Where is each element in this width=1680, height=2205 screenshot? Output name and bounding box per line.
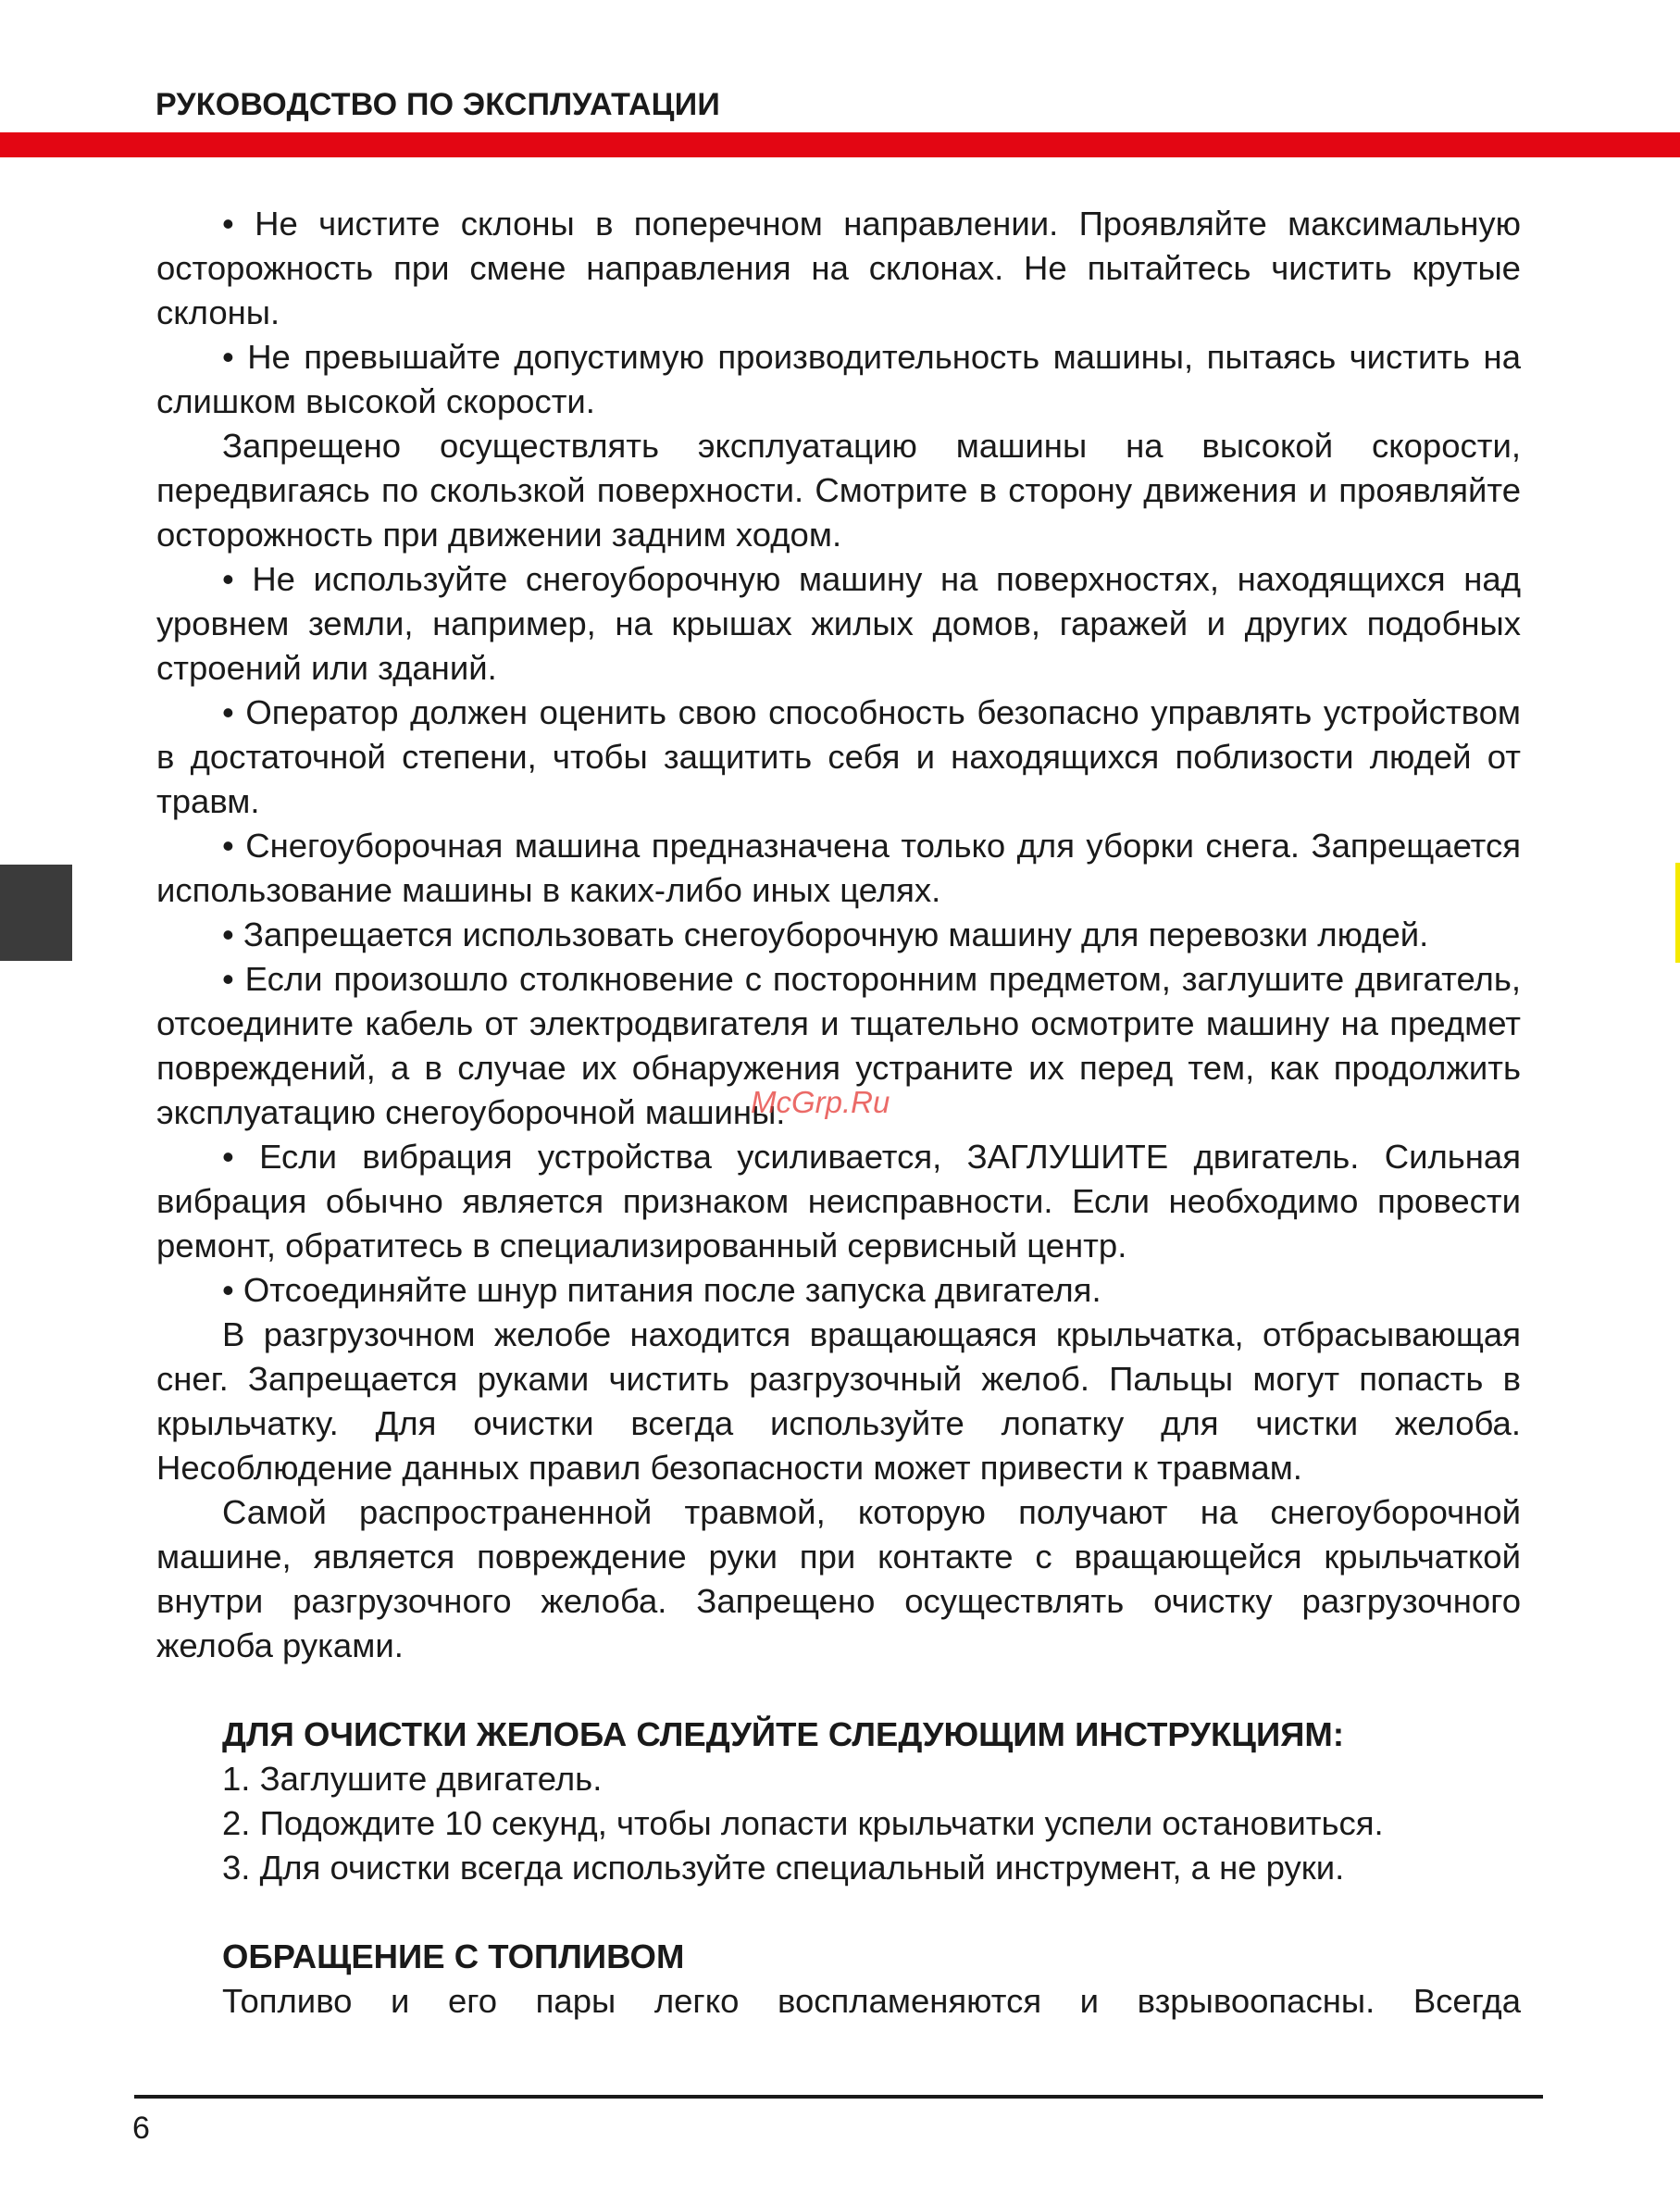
spacer	[156, 1668, 1521, 1713]
instruction-step: 3. Для очистки всегда используйте специальный инструмент, а не руки.	[222, 1849, 1345, 1887]
paragraph: • Если произошло столкновение с посторонним предметом, заглушите двигатель, отсоедините кабель от электродвигателя и тщательно осмотрите машину на предмет повреждений, а в случае их обнаружения устраните их перед тем, как продолжить эксплуатацию снегоуборочной машины.	[156, 960, 1521, 1131]
paragraph: • Снегоуборочная машина предназначена только для уборки снега. Запрещается использование машины в каких-либо иных целях.	[156, 827, 1521, 909]
paragraph: • Если вибрация устройства усиливается, ЗАГЛУШИТЕ двигатель. Сильная вибрация обычно является признаком неисправности. Если необходимо провести ремонт, обратитесь в специализированный сервисный центр.	[156, 1138, 1521, 1264]
paragraph: • Не используйте снегоуборочную машину на поверхностях, находящихся над уровнем земли, например, на крышах жилых домов, гаражей и других подобных строений или зданий.	[156, 560, 1521, 687]
chute-section-title: ДЛЯ ОЧИСТКИ ЖЕЛОБА СЛЕДУЙТЕ СЛЕДУЮЩИМ ИНСТРУКЦИЯМ:	[222, 1715, 1344, 1753]
spacer	[156, 1890, 1521, 1935]
paragraph: • Не превышайте допустимую производительность машины, пытаясь чистить на слишком высокой скорости.	[156, 338, 1521, 420]
header-red-bar	[0, 132, 1680, 157]
paragraph: • Отсоединяйте шнур питания после запуска двигателя.	[222, 1271, 1101, 1309]
paragraph: • Не чистите склоны в поперечном направлении. Проявляйте максимальную осторожность при смене направления на склонах. Не пытайтесь чистить крутые склоны.	[156, 205, 1521, 331]
watermark: McGrp.Ru	[751, 1085, 890, 1119]
fuel-section-title: ОБРАЩЕНИЕ С ТОПЛИВОМ	[222, 1937, 685, 1975]
instruction-step: 1. Заглушите двигатель.	[222, 1760, 603, 1798]
paragraph: • Запрещается использовать снегоуборочную машину для перевозки людей.	[222, 916, 1429, 953]
section-side-tab	[0, 865, 72, 961]
page-header-title: РУКОВОДСТВО ПО ЭКСПЛУАТАЦИИ	[156, 87, 720, 122]
paragraph: Самой распространенной травмой, которую получают на снегоуборочной машине, является повреждение руки при контакте с вращающейся крыльчаткой внутри разгрузочного желоба. Запрещено осуществлять очистку разгрузочного желоба руками.	[156, 1493, 1521, 1664]
footer-divider	[134, 2095, 1543, 2099]
paragraph: Запрещено осуществлять эксплуатацию машины на высокой скорости, передвигаясь по скользкой поверхности. Смотрите в сторону движения и проявляйте осторожность при движении задним ходом.	[156, 427, 1521, 554]
fuel-paragraph: Топливо и его пары легко воспламеняются и взрывоопасны. Всегда	[222, 1982, 1521, 2020]
edge-marker	[1675, 863, 1680, 963]
paragraph: • Оператор должен оценить свою способность безопасно управлять устройством в достаточной степени, чтобы защитить себя и находящихся поблизости людей от травм.	[156, 693, 1521, 820]
page-number: 6	[132, 2111, 150, 2146]
instruction-step: 2. Подождите 10 секунд, чтобы лопасти крыльчатки успели остановиться.	[222, 1804, 1384, 1842]
paragraph: В разгрузочном желобе находится вращающаяся крыльчатка, отбрасывающая снег. Запрещается руками чистить разгрузочный желоб. Пальцы могут попасть в крыльчатку. Для очистки всегда используйте лопатку для чистки желоба. Несоблюдение данных правил безопасности может привести к травмам.	[156, 1315, 1521, 1487]
